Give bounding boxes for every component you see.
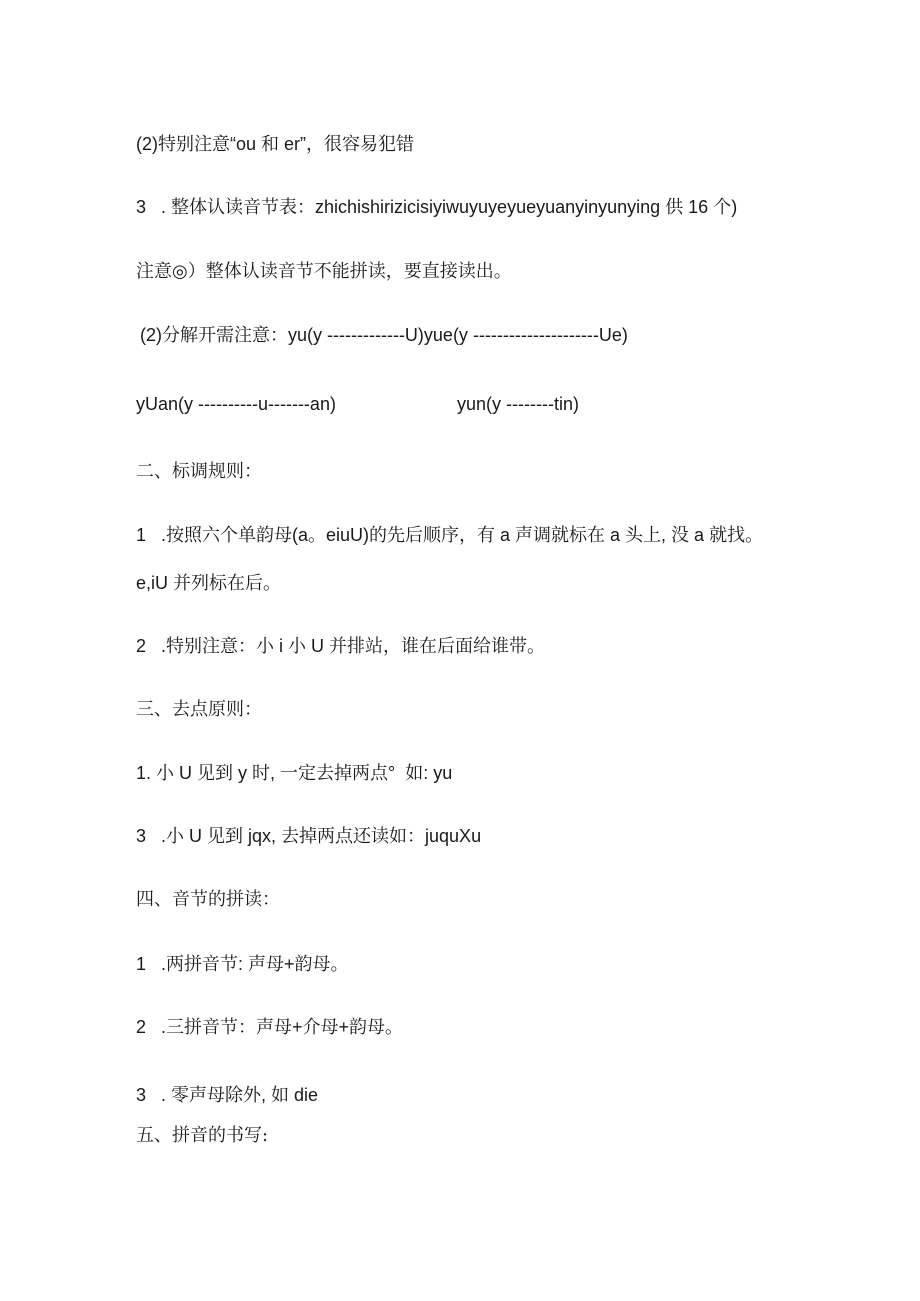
yun-decompose: yun(y --------tin) <box>457 394 579 414</box>
tone-rule-1: 1 .按照六个单韵母(a。eiuU)的先后顺序，有 a 声调就标在 a 头上, 没 a 就找。 <box>136 525 764 545</box>
section-heading-syllable-spelling: 四、音节的拼读： <box>136 889 280 910</box>
spelling-rule-1: 1 .两拼音节: 声母+韵母。 <box>136 954 349 974</box>
spelling-rule-2: 2 .三拼音节：声母+介母+韵母。 <box>136 1017 404 1037</box>
dot-rule-1: 1. 小 U 见到 y 时, 一定去掉两点° 如: yu <box>136 763 453 783</box>
whole-syllable-table: 3 . 整体认读音节表：zhichishirizicisiyiwuyuyeyueyuanyinyunying 供 16 个) <box>136 197 738 217</box>
section-heading-pinyin-writing: 五、拼音的书写: <box>136 1125 269 1146</box>
note-no-spelling: 注意◎）整体认读音节不能拼读，要直接读出。 <box>136 261 512 281</box>
tone-rule-1-cont: e,iU 并列标在后。 <box>136 573 282 593</box>
spelling-rule-3: 3 . 零声母除外, 如 die <box>136 1085 319 1105</box>
dot-rule-2: 3 .小 U 见到 jqx, 去掉两点还读如：juquXu <box>136 826 482 846</box>
section-heading-tone-rules: 二、标调规则： <box>136 461 262 482</box>
note-ou-er: (2)特别注意“ou 和 er”，很容易犯错 <box>136 134 415 154</box>
tone-rule-2: 2 .特别注意：小 i 小 U 并排站，谁在后面给谁带。 <box>136 636 546 656</box>
yuan-decompose: yUan(y ----------u-------an) <box>136 394 336 414</box>
section-heading-dot-rules: 三、去点原则： <box>136 699 262 720</box>
decompose-note: (2)分解开需注意：yu(y -------------U)yue(y ---------------------Ue) <box>140 325 628 345</box>
